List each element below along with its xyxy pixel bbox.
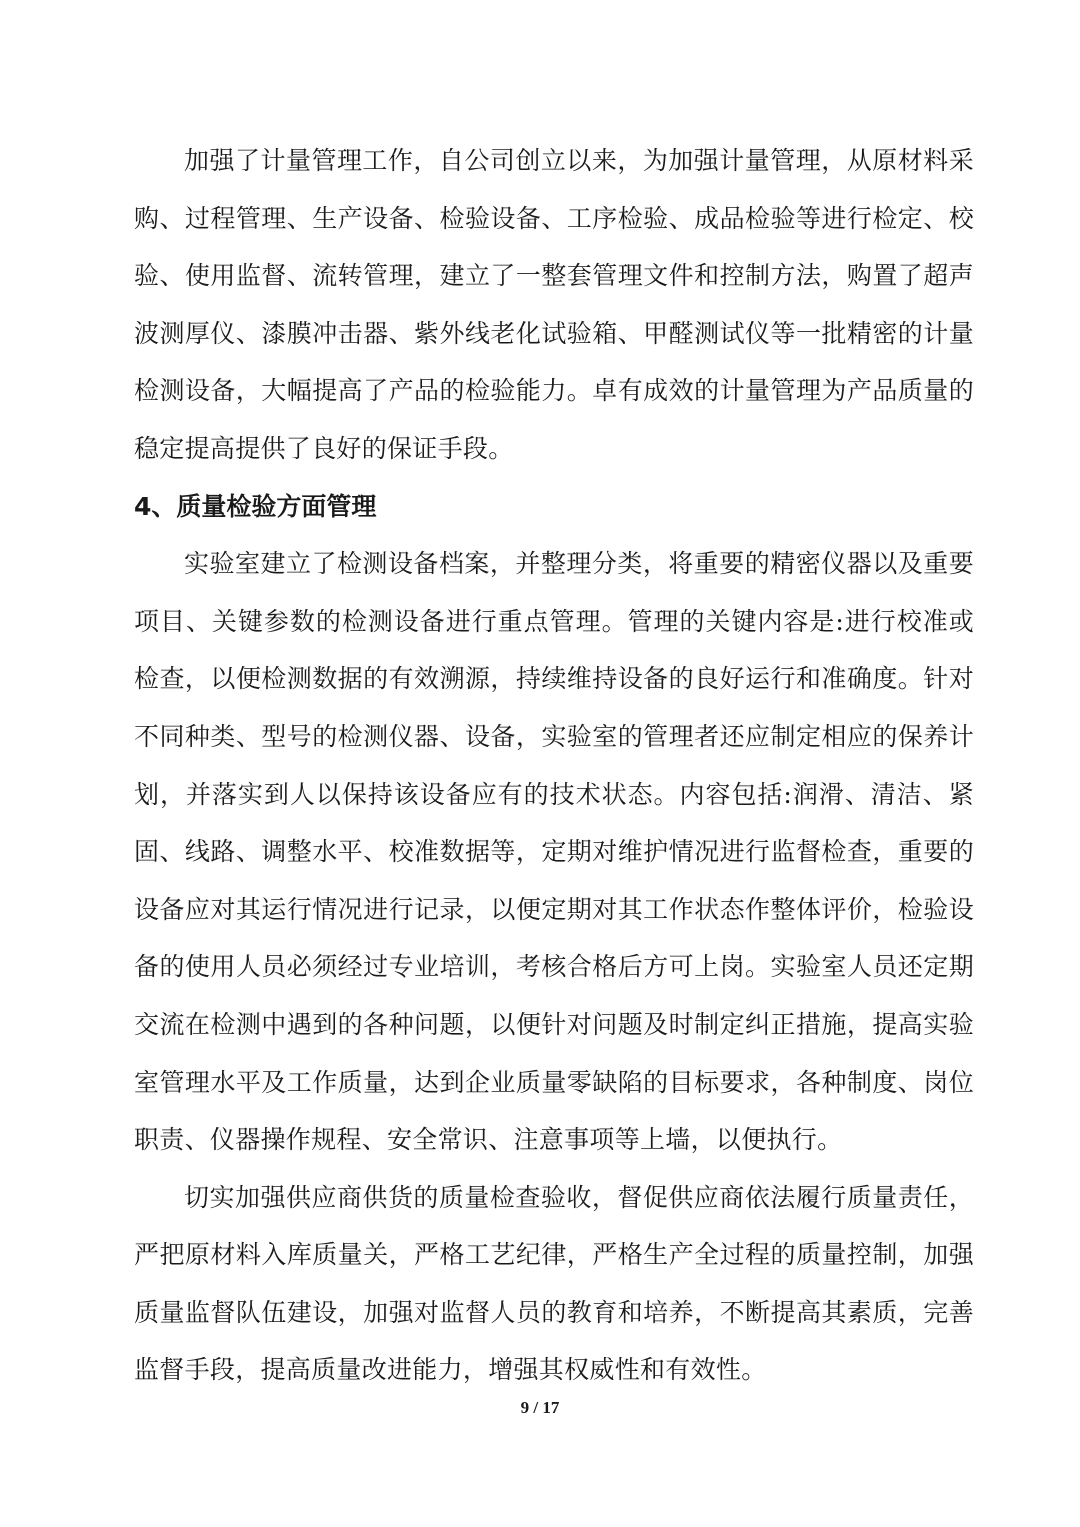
document-body <box>134 132 974 1399</box>
paragraph-metrology-management: 加强了计量管理工作，自公司创立以来，为加强计量管理，从原材料采购、过程管理、生产设备、检验设备、工序检验、成品检验等进行检定、校验、使用监督、流转管理，建立了一整套管理文件和控制方法，购置了超声波测厚仪、漆膜冲击器、紫外线老化试验箱、甲醛测试仪等一批精密的计量检测设备，大幅提高了产品的检验能力。卓有成效的计量管理为产品质量的稳定提高提供了良好的保证手段。 <box>134 146 974 463</box>
paragraph-supplier-inspection: 切实加强供应商供货的质量检查验收，督促供应商依法履行质量责任，严把原材料入库质量关，严格工艺纪律，严格生产全过程的质量控制，加强质量监督队伍建设，加强对监督人员的教育和培养，不断提高其素质，完善监督手段，提高质量改进能力，增强其权威性和有效性。 <box>134 1182 974 1385</box>
paragraph-laboratory-management: 实验室建立了检测设备档案，并整理分类，将重要的精密仪器以及重要项目、关键参数的检测设备进行重点管理。管理的关键内容是:进行校准或检查，以便检测数据的有效溯源，持续维持设备的良好运行和准确度。针对不同种类、型号的检测仪器、设备，实验室的管理者还应制定相应的保养计划，并落实到人以保持该设备应有的技术状态。内容包括:润滑、清洁、紧固、线路、调整水平、校准数据等，定期对维护情况进行监督检查，重要的设备应对其运行情况进行记录，以便定期对其工作状态作整体评价，检验设备的使用人员必须经过专业培训，考核合格后方可上岗。实验室人员还定期交流在检测中遇到的各种问题，以便针对问题及时制定纠正措施，提高实验室管理水平及工作质量，达到企业质量零缺陷的目标要求，各种制度、岗位职责、仪器操作规程、安全常识、注意事项等上墙，以便执行。 <box>134 549 974 1155</box>
page-number: 9 / 17 <box>520 1398 560 1417</box>
section-heading-quality-inspection: 4、质量检验方面管理 <box>134 491 377 521</box>
